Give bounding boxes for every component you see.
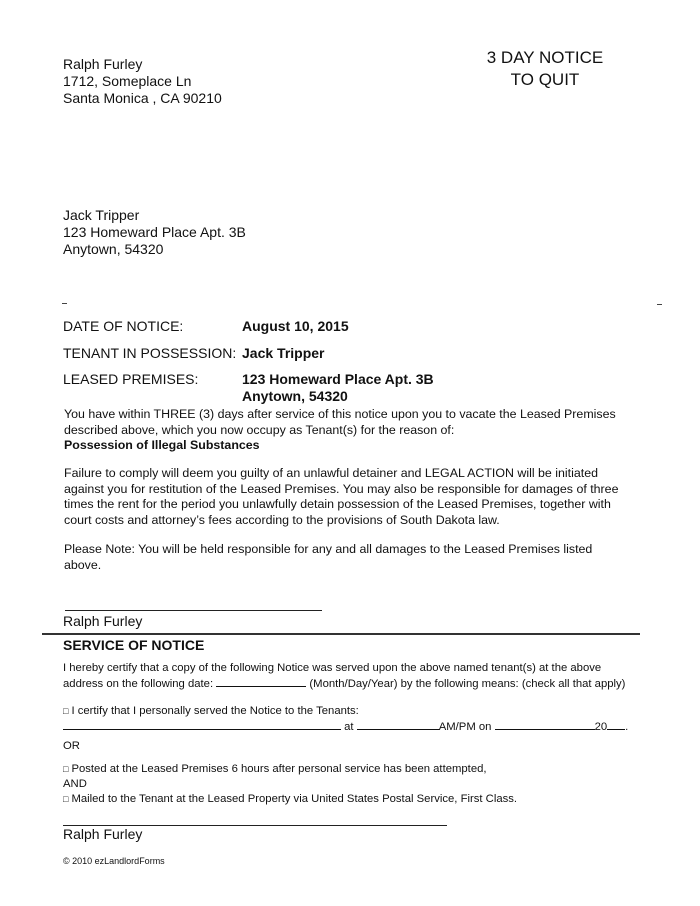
- premises-value: [242, 371, 434, 405]
- recipient-name: Jack Tripper: [63, 207, 140, 223]
- notice-line: described above, which you now occupy as Tenant(s) for the reason of:: [64, 422, 455, 437]
- title-line-1: 3 DAY NOTICE: [486, 48, 604, 67]
- note-paragraph: [64, 542, 654, 573]
- option-posted-mailed: [63, 762, 663, 807]
- certify-suffix: (Month/Day/Year) by the following means: (check all that apply): [309, 678, 626, 690]
- failure-line: times the rent for the period you unlawfully detain possession of the Leased Premises, together with: [64, 497, 611, 511]
- personal-service-checkbox-row[interactable]: [63, 704, 663, 719]
- notice-line: You have within THREE (3) days after service of this notice upon you to vacate the Leased Premises: [64, 407, 616, 421]
- certify-prefix: address on the following date:: [63, 678, 214, 690]
- year-suffix: .: [625, 721, 629, 733]
- service-title: SERVICE OF NOTICE: [63, 637, 205, 653]
- and-label: AND: [63, 778, 87, 790]
- checkbox-icon[interactable]: □: [63, 764, 69, 774]
- tenant-label: TENANT IN POSSESSION:: [63, 345, 237, 361]
- certify-line: I hereby certify that a copy of the following Notice was served upon the above named tenant(s) at the above: [63, 662, 602, 674]
- year-prefix: 20: [594, 721, 608, 733]
- tenant-value: Jack Tripper: [242, 345, 325, 361]
- recipient-address: [63, 207, 246, 258]
- option-mailed-label: Mailed to the Tenant at the Leased Property via United States Postal Service, First Class.: [71, 793, 518, 805]
- option-personal: [63, 704, 663, 735]
- sender-street: 1712, Someplace Ln: [63, 73, 192, 89]
- recipient-city: Anytown, 54320: [63, 241, 164, 257]
- date-blank[interactable]: [495, 719, 595, 730]
- notice-paragraph: [64, 407, 654, 454]
- option-posted-label: Posted at the Leased Premises 6 hours after personal service has been attempted,: [71, 763, 487, 775]
- year-blank[interactable]: [607, 719, 625, 730]
- failure-line: Failure to comply will deem you guilty of an unlawful detainer and LEGAL ACTION will be initiated: [64, 466, 598, 480]
- posted-checkbox-row[interactable]: [63, 762, 663, 777]
- eviction-reason: Possession of Illegal Substances: [64, 438, 260, 452]
- failure-paragraph: [64, 466, 654, 528]
- or-label: OR: [63, 740, 80, 752]
- premises-line-2: Anytown, 54320: [242, 388, 348, 404]
- section-divider: [42, 633, 640, 635]
- fold-mark-left: [62, 303, 67, 304]
- premises-line-1: 123 Homeward Place Apt. 3B: [242, 371, 434, 387]
- recipient-street: 123 Homeward Place Apt. 3B: [63, 224, 246, 240]
- failure-line: court costs and attorney’s fees according to the provisions of South Dakota law.: [64, 512, 500, 527]
- note-line: above.: [64, 557, 102, 572]
- title-line-2: TO QUIT: [510, 70, 580, 89]
- fold-mark-right: [657, 304, 662, 305]
- failure-line: against you for restitution of the Leased Premises. You may also be responsible for damages of three: [64, 481, 619, 496]
- time-blank[interactable]: [357, 719, 439, 730]
- checkbox-icon[interactable]: □: [63, 706, 69, 716]
- document-title: [455, 47, 635, 91]
- checkbox-icon[interactable]: □: [63, 794, 69, 804]
- at-label: at: [344, 721, 354, 733]
- mailed-checkbox-row[interactable]: [63, 792, 663, 807]
- personal-service-details: [63, 719, 663, 735]
- ampm-label: AM/PM on: [438, 721, 492, 733]
- sender-city: Santa Monica , CA 90210: [63, 90, 222, 106]
- signature-name: Ralph Furley: [63, 613, 143, 629]
- signature-line[interactable]: [65, 610, 322, 611]
- sender-name: Ralph Furley: [63, 56, 143, 72]
- premises-label: LEASED PREMISES:: [63, 371, 199, 387]
- service-date-blank[interactable]: [216, 676, 306, 687]
- certify-paragraph: [63, 661, 663, 692]
- copyright-footer: © 2010 ezLandlordForms: [63, 856, 165, 866]
- sender-address: [63, 56, 222, 107]
- certify-date-line: [63, 676, 663, 692]
- note-line: Please Note: You will be held responsible for any and all damages to the Leased Premises listed: [64, 542, 593, 556]
- date-label: DATE OF NOTICE:: [63, 318, 184, 334]
- server-signature-name: Ralph Furley: [63, 826, 143, 842]
- option-personal-label: I certify that I personally served the Notice to the Tenants:: [71, 705, 359, 717]
- date-value: August 10, 2015: [242, 318, 349, 334]
- tenant-name-blank[interactable]: [63, 719, 341, 730]
